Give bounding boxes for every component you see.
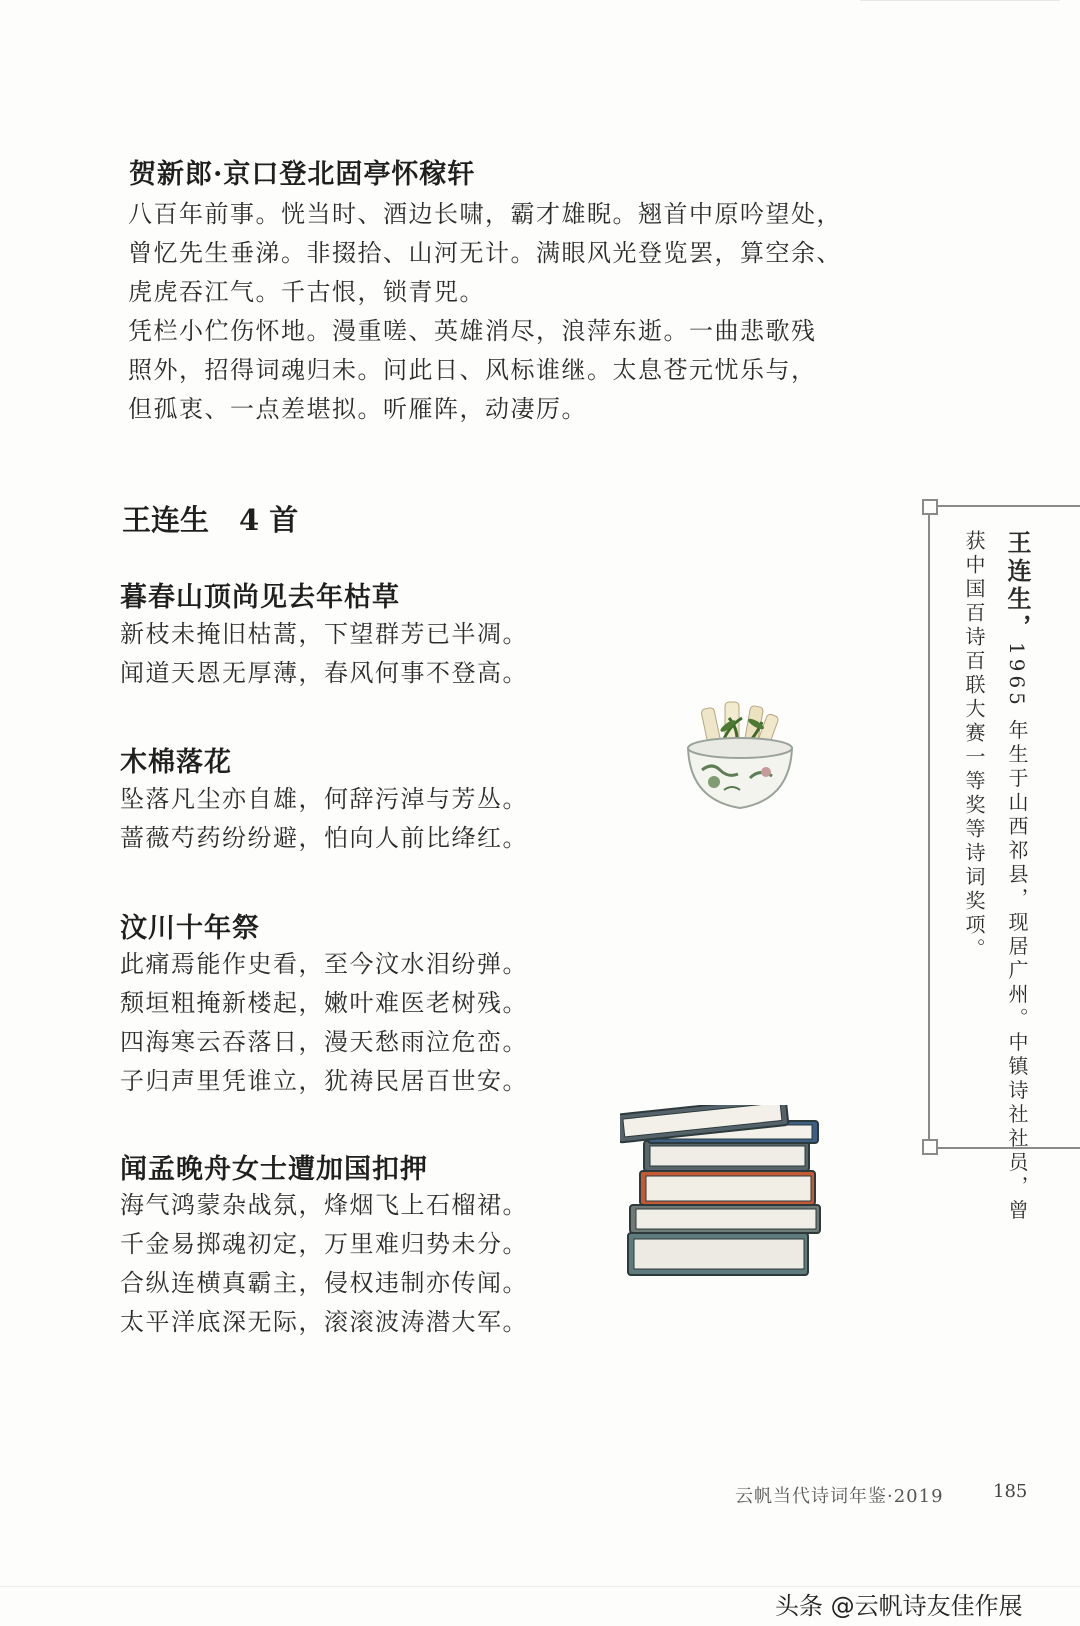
poem-body — [120, 1186, 528, 1342]
poem-line: 四海寒云吞落日，漫天愁雨泣危峦。 — [120, 1028, 528, 1056]
poem-line: 合纵连横真霸主，侵权违制亦传闻。 — [120, 1269, 528, 1297]
author-heading — [122, 498, 298, 539]
poem-title: 暮春山顶尚见去年枯草 — [120, 582, 400, 613]
poem-body — [128, 195, 842, 429]
poem-body — [120, 615, 528, 693]
poem-line: 虎虎吞江气。千古恨，锁青兕。 — [128, 278, 485, 306]
author-name: 王连生 — [122, 503, 210, 537]
poem-title: 贺新郎·京口登北固亭怀稼轩 — [129, 159, 476, 190]
scroll-pot-illustration — [680, 700, 805, 815]
book-title-footer: 云帆当代诗词年鉴·2019 — [735, 1486, 944, 1507]
poem-line: 颓垣粗掩新楼起，嫩叶难医老树残。 — [120, 989, 528, 1017]
book-stack-illustration — [620, 1105, 825, 1285]
poem-line: 曾忆先生垂涕。非掇拾、山河无计。满眼风光登览罢，算空余、 — [128, 239, 842, 267]
poem-line: 千金易掷魂初定，万里难归势未分。 — [120, 1230, 528, 1258]
bio-text: 获中国百诗百联大赛一等奖等诗词奖项。 — [962, 530, 986, 962]
poem-line: 凭栏小伫伤怀地。漫重嗟、英雄消尽，浪萍东逝。一曲悲歌残 — [128, 317, 817, 345]
poem-title: 木棉落花 — [120, 747, 232, 778]
poem-line: 此痛焉能作史看，至今汶水泪纷弹。 — [120, 950, 528, 978]
poem-body — [120, 780, 528, 858]
poem-line: 照外，招得词魂归未。问此日、风标谁继。太息苍元忧乐与， — [128, 356, 817, 384]
poem-line: 坠落凡尘亦自雄，何辞污淖与芳丛。 — [120, 785, 528, 813]
poem-title: 闻孟晚舟女士遭加国扣押 — [120, 1154, 428, 1185]
poem-count: 4 首 — [239, 503, 299, 537]
page-number: 185 — [993, 1481, 1028, 1502]
poem-line: 八百年前事。恍当时、酒边长啸，霸才雄睨。翘首中原吟望处， — [128, 200, 842, 228]
poem-line: 海气鸿蒙杂战氛，烽烟飞上石榴裙。 — [120, 1191, 528, 1219]
bio-author-name: 王连生， — [1003, 530, 1032, 642]
poem-line: 蔷薇芍药纷纷避，怕向人前比绛红。 — [120, 824, 528, 852]
poem-title: 汶川十年祭 — [120, 913, 260, 944]
poem-line: 太平洋底深无际，滚滚波涛潜大军。 — [120, 1308, 528, 1336]
author-bio-line — [960, 530, 989, 962]
top-divider — [860, 0, 1060, 1]
poem-line: 子归声里凭谁立，犹祷民居百世安。 — [120, 1067, 528, 1095]
poem-line: 但孤衷、一点差堪拟。听雁阵，动凄厉。 — [128, 395, 587, 423]
bio-text: 1965 年生于山西祁县，现居广州。中镇诗社社员，曾 — [1005, 642, 1029, 1224]
poem-line: 闻道天恩无厚薄，春风何事不登高。 — [120, 659, 528, 687]
watermark: 头条 @云帆诗友佳作展 — [775, 1592, 1023, 1620]
poem-body — [120, 945, 528, 1101]
author-bio-line — [1000, 530, 1035, 1223]
poem-line: 新枝未掩旧枯蒿，下望群芳已半凋。 — [120, 620, 528, 648]
